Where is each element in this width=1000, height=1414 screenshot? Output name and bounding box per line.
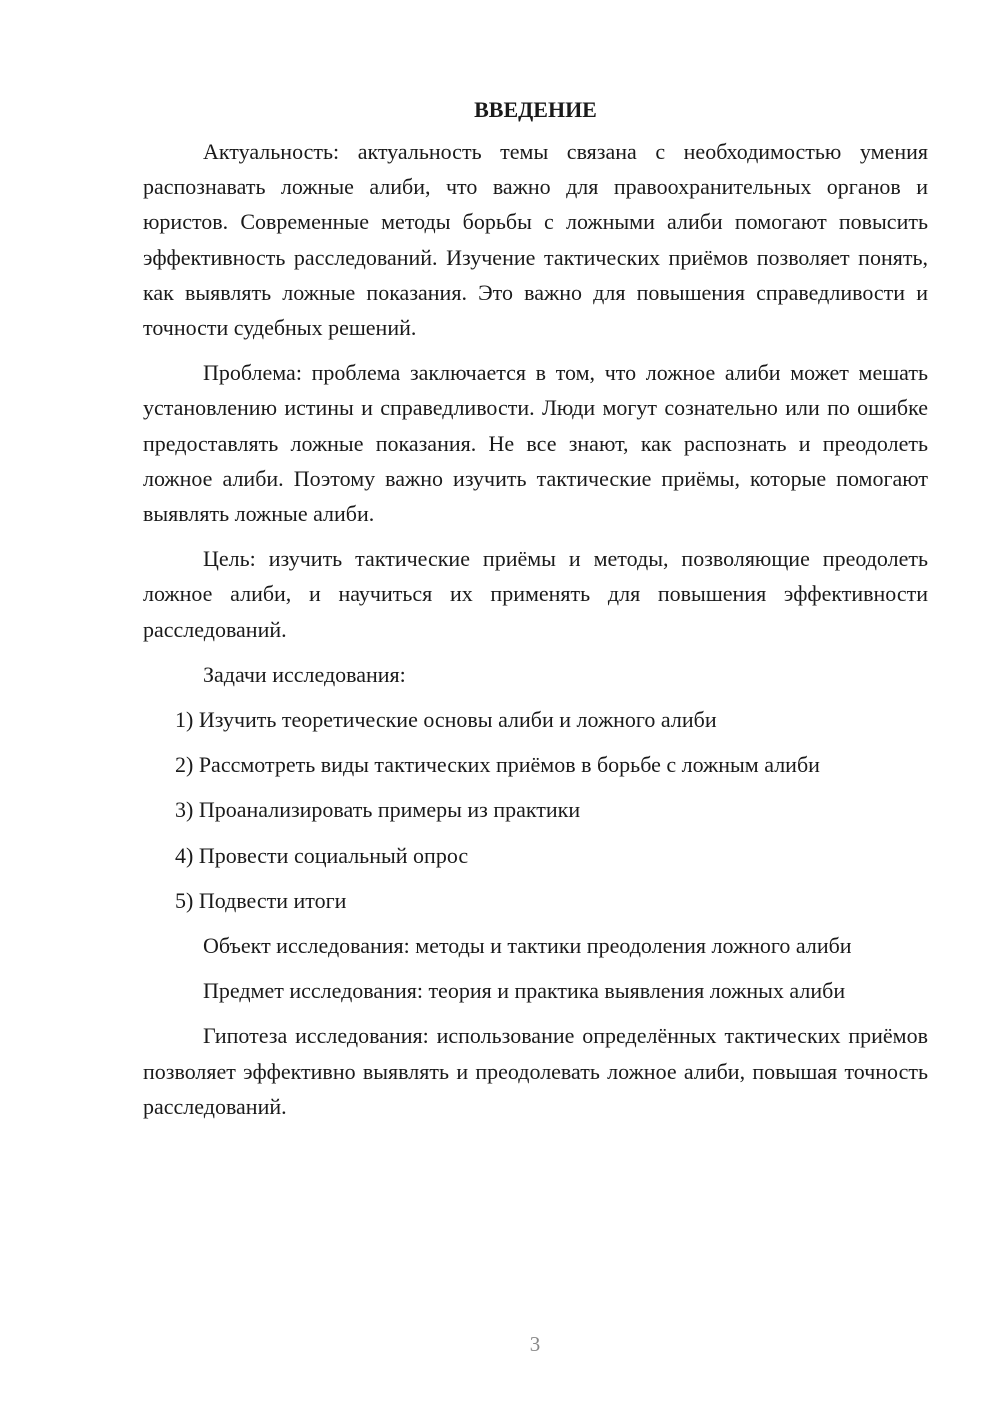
section-heading: ВВЕДЕНИЕ — [474, 97, 597, 122]
paragraph-object: Объект исследования: методы и тактики преодоления ложного алиби — [203, 933, 852, 959]
paragraph-goal: Цель: изучить тактические приёмы и методы, позволяющие преодолеть ложное алиби, и научиться их применять для повышения эффективности расследований. — [143, 546, 928, 642]
paragraph-hypothesis: Гипотеза исследования: использование определённых тактических приёмов позволяет эффективно выявлять и преодолевать ложное алиби, повышая точность расследований. — [143, 1023, 928, 1119]
paragraph-subject: Предмет исследования: теория и практика выявления ложных алиби — [203, 978, 846, 1004]
paragraph-problem: Проблема: проблема заключается в том, что ложное алиби может мешать установлению истины и справедливости. Люди могут сознательно или по ошибке предоставлять ложные показания. Не все знают, как распознать и преодолеть ложное алиби. Поэтому важно изучить тактические приёмы, которые помогают выявлять ложные алиби. — [143, 360, 928, 527]
page-content — [143, 92, 928, 1134]
task-item-1: 1) Изучить теоретические основы алиби и ложного алиби — [175, 707, 717, 733]
page-number: 3 — [529, 1332, 541, 1356]
task-item-4: 4) Провести социальный опрос — [175, 842, 469, 868]
task-item-5: 5) Подвести итоги — [175, 887, 347, 913]
paragraph-relevance: Актуальность: актуальность темы связана с необходимостью умения распознавать ложные алиби, что важно для правоохранительных органов и юристов. Современные методы борьбы с ложными алиби помогают повысить эффективность расследований. Изучение тактических приёмов позволяет понять, как выявлять ложные показания. Это важно для повышения справедливости и точности судебных решений. — [143, 139, 928, 341]
task-item-2: 2) Рассмотреть виды тактических приёмов в борьбе с ложным алиби — [175, 752, 820, 778]
tasks-list — [143, 702, 928, 918]
tasks-intro: Задачи исследования: — [203, 661, 406, 687]
task-item-3: 3) Проанализировать примеры из практики — [175, 797, 581, 823]
